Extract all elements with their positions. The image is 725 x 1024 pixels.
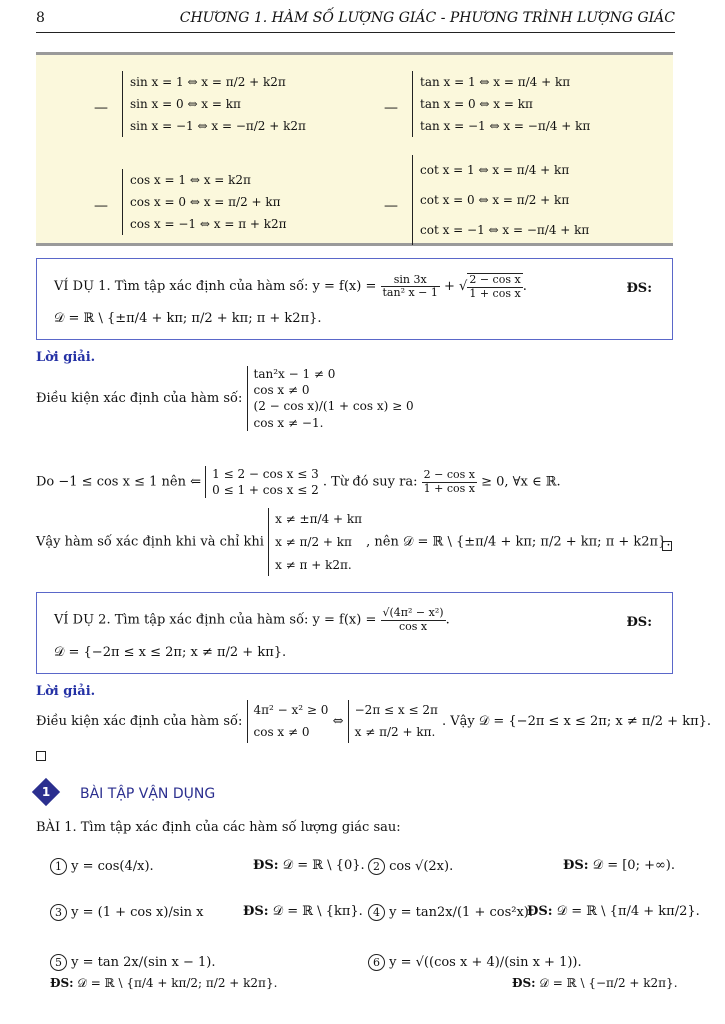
- exercise-item-1: [50, 858, 154, 875]
- condition: 4π² − x² ≥ 0: [253, 703, 329, 717]
- exercise-answer-3: [243, 904, 363, 919]
- item-expression: cos √(2x).: [389, 859, 454, 874]
- question-text: Tìm tập xác định của hàm số: y = f(x) =: [114, 279, 377, 295]
- exercise-answer-6: [512, 976, 678, 991]
- conclusion-tail: , nên 𝒟 = ℝ \ {±π/4 + kπ; π/2 + kπ; π + k2π}.: [366, 534, 671, 550]
- bullet-dash: —: [384, 198, 398, 214]
- example-label: VÍ DỤ 1.: [54, 279, 111, 295]
- exercise-item-3: [50, 904, 204, 921]
- inequality: 0 ≤ 1 + cos x ≤ 2: [212, 483, 319, 498]
- solution-label: Lời giải.: [36, 684, 96, 699]
- exercise-answer-4: [527, 904, 700, 919]
- inequality: 1 ≤ 2 − cos x ≤ 3: [212, 467, 319, 481]
- condition: x ≠ π/2 + kπ.: [354, 724, 436, 739]
- formula-line: sin x = 1 ⇔ x = π/2 + k2π: [130, 75, 286, 89]
- condition-system: [247, 366, 414, 431]
- formula-line: tan x = 1 ⇔ x = π/4 + kπ: [420, 75, 571, 89]
- answer-value: 𝒟 = ℝ \ {0}.: [282, 858, 365, 873]
- page-number: 8: [36, 10, 45, 26]
- example-1-since: [36, 466, 561, 498]
- item-expression: y = √((cos x + 4)/(sin x + 1)).: [389, 955, 582, 970]
- item-number: 5: [50, 954, 67, 971]
- question-text: Tìm tập xác định của hàm số: y = f(x) =: [114, 612, 377, 628]
- exercise-answer-2: [563, 858, 675, 873]
- condition: cos x ≠ 0: [253, 383, 310, 398]
- example-2-question: VÍ DỤ 2. Tìm tập xác định của hàm số: y = f(x) = $\frac{\text{√(4π² − x²)}}{\text{cos x}}$ .: [54, 606, 450, 633]
- condition: −2π ≤ x ≤ 2π: [354, 703, 438, 717]
- item-number: 1: [50, 858, 67, 875]
- cond-intro: Điều kiện xác định của hàm số:: [36, 714, 243, 730]
- example-1-box: [36, 258, 673, 340]
- fraction: $\frac{\text{2 − cos x}}{\text{1 + cos x}}$: [423, 468, 475, 495]
- formula-line: cot x = 1 ⇔ x = π/4 + kπ: [420, 163, 570, 177]
- answer-value: 𝒟 = ℝ \ {−π/2 + k2π}.: [539, 976, 678, 990]
- formula-line: cot x = −1 ⇔ x = −π/4 + kπ: [420, 223, 590, 237]
- example-1-conclusion: [36, 508, 671, 576]
- formula-box: [36, 52, 673, 246]
- formula-line: sin x = 0 ⇔ x = kπ: [130, 97, 241, 111]
- condition: tan²x − 1 ≠ 0: [253, 367, 336, 381]
- condition: x ≠ π/2 + kπ: [275, 534, 352, 549]
- answer-value: 𝒟 = ℝ \ {π/4 + kπ/2}.: [556, 904, 700, 919]
- answer-value: 𝒟 = [0; +∞).: [592, 858, 676, 873]
- exercise-item-4: [368, 904, 533, 921]
- example-1-question: VÍ DỤ 1. Tìm tập xác định của hàm số: y = f(x) = $\frac{\sin 3x}{\text{tan² x − 1}}$ + √ $\frac{\text{2 − cos x}}{\text{1 + cos x}}$ .: [54, 272, 527, 300]
- tan-formulas: [412, 71, 590, 137]
- chapter-title: CHƯƠNG 1. HÀM SỐ LƯỢNG GIÁC - PHƯƠNG TRÌNH LƯỢNG GIÁC: [179, 10, 675, 26]
- answer-label: ĐS:: [626, 281, 652, 296]
- answer-label: ĐS:: [527, 904, 553, 919]
- formula-line: cos x = 1 ⇔ x = k2π: [130, 173, 251, 187]
- bullet-dash: —: [94, 198, 108, 214]
- item-expression: y = cos(4/x).: [71, 859, 154, 874]
- answer-label: ĐS:: [243, 904, 269, 919]
- formula-line: tan x = −1 ⇔ x = −π/4 + kπ: [420, 119, 591, 133]
- conclusion-text: Vậy hàm số xác định khi và chỉ khi: [36, 534, 264, 550]
- bullet-dash: —: [94, 100, 108, 116]
- formula-line: cos x = 0 ⇔ x = π/2 + kπ: [130, 195, 281, 209]
- qed-mark: [36, 750, 46, 765]
- example-2-box: [36, 592, 673, 674]
- example-label: VÍ DỤ 2.: [54, 612, 111, 628]
- since-text: Do −1 ≤ cos x ≤ 1 nên ⇐: [36, 474, 201, 490]
- answer-value: 𝒟 = ℝ \ {π/4 + kπ/2; π/2 + k2π}.: [77, 976, 278, 990]
- sin-formulas: [122, 71, 306, 137]
- cot-formulas: [412, 155, 589, 245]
- exercise-answer-5: [50, 976, 277, 991]
- example-1-answer: 𝒟 = ℝ \ {±π/4 + kπ; π/2 + kπ; π + k2π}.: [54, 311, 322, 326]
- exercise-item-2: [368, 858, 453, 875]
- condition: cos x ≠ 0: [253, 724, 310, 739]
- answer-label: ĐS:: [50, 976, 74, 990]
- condition: x ≠ π + k2π.: [275, 557, 352, 572]
- example-2-tail: . Vậy 𝒟 = {−2π ≤ x ≤ 2π; x ≠ π/2 + kπ}.: [442, 714, 712, 730]
- formula-line: cos x = −1 ⇔ x = π + k2π: [130, 217, 287, 231]
- answer-value: 𝒟 = ℝ \ {kπ}.: [272, 904, 363, 919]
- solution-label: Lời giải.: [36, 350, 96, 365]
- exercise-answer-1: [253, 858, 365, 873]
- deduce-tail: ≥ 0, ∀x ∈ ℝ.: [481, 474, 561, 490]
- item-expression: y = tan2x/(1 + cos²x).: [389, 905, 533, 920]
- answer-label: ĐS:: [253, 858, 279, 873]
- condition: x ≠ ±π/4 + kπ: [275, 512, 362, 526]
- conclusion-system: [268, 508, 362, 576]
- condition-system: [348, 700, 438, 743]
- formula-line: cot x = 0 ⇔ x = π/2 + kπ: [420, 193, 570, 207]
- cos-formulas: [122, 169, 287, 235]
- exercise-item-6: [368, 954, 582, 971]
- example-2-conditions: Điều kiện xác định của hàm số: 4π² − x² ≥ 0 cos x ≠ 0 ⇔ −2π ≤ x ≤ 2π x ≠ π/2 + kπ. . Vậy 𝒟 = {−2π ≤ x ≤ 2π; x ≠ π/2 + kπ}.: [36, 700, 711, 743]
- cond-intro: Điều kiện xác định của hàm số:: [36, 390, 243, 406]
- exercise-1-title: BÀI 1. Tìm tập xác định của các hàm số lượng giác sau:: [36, 820, 401, 835]
- fraction: $\frac{\text{2 − cos x}}{\text{1 + cos x}}$: [469, 273, 521, 300]
- answer-label: ĐS:: [626, 615, 652, 630]
- condition: cos x ≠ −1.: [253, 415, 324, 430]
- fraction: $\frac{\text{√(4π² − x²)}}{\text{cos x}}$: [382, 606, 444, 633]
- item-number: 3: [50, 904, 67, 921]
- since-system: [205, 466, 319, 498]
- deduce-text: . Từ đó suy ra:: [322, 474, 418, 490]
- condition-system: [247, 700, 329, 743]
- example-1-conditions: [36, 366, 414, 431]
- condition: (2 − cos x)/(1 + cos x) ≥ 0: [253, 399, 414, 414]
- fraction: $\frac{\sin 3x}{\text{tan² x − 1}}$: [382, 272, 438, 300]
- example-2-answer: 𝒟 = {−2π ≤ x ≤ 2π; x ≠ π/2 + kπ}.: [54, 645, 287, 660]
- exercise-item-5: [50, 954, 215, 971]
- qed-mark: [662, 540, 672, 555]
- bullet-dash: —: [384, 100, 398, 116]
- section-number: 1: [41, 785, 51, 799]
- item-number: 4: [368, 904, 385, 921]
- item-expression: y = (1 + cos x)/sin x: [71, 905, 204, 920]
- section-title: BÀI TẬP VẬN DỤNG: [80, 786, 216, 802]
- item-number: 6: [368, 954, 385, 971]
- item-expression: y = tan 2x/(sin x − 1).: [71, 955, 216, 970]
- header-rule: [36, 32, 675, 33]
- answer-label: ĐS:: [512, 976, 536, 990]
- formula-line: tan x = 0 ⇔ x = kπ: [420, 97, 533, 111]
- formula-line: sin x = −1 ⇔ x = −π/2 + k2π: [130, 119, 306, 133]
- item-number: 2: [368, 858, 385, 875]
- answer-label: ĐS:: [563, 858, 589, 873]
